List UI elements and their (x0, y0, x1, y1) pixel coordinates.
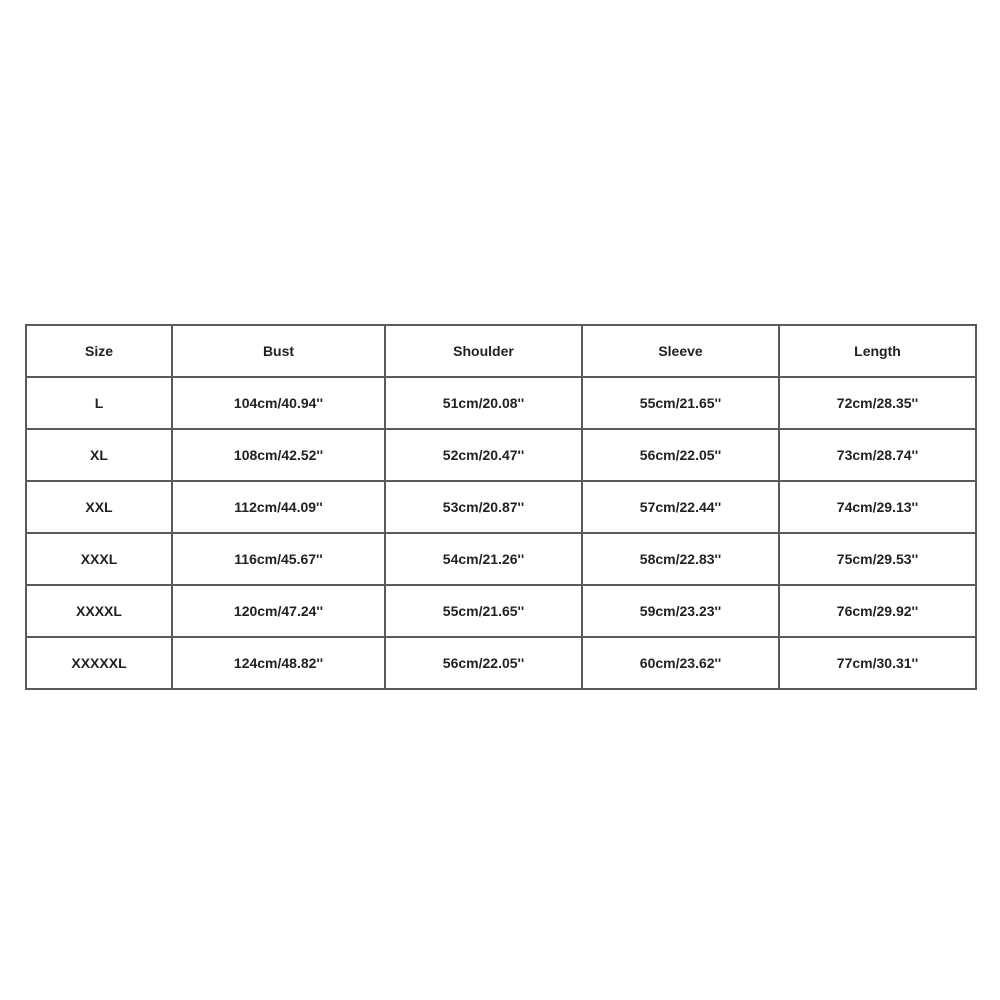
bust-cell: 108cm/42.52'' (172, 429, 385, 481)
size-cell: L (26, 377, 172, 429)
size-cell: XL (26, 429, 172, 481)
table-row (26, 533, 976, 585)
shoulder-cell: 53cm/20.87'' (385, 481, 582, 533)
table-row (26, 637, 976, 689)
sleeve-cell: 55cm/21.65'' (582, 377, 779, 429)
length-cell: 75cm/29.53'' (779, 533, 976, 585)
header-shoulder: Shoulder (385, 325, 582, 377)
size-cell: XXXXL (26, 585, 172, 637)
sleeve-cell: 58cm/22.83'' (582, 533, 779, 585)
header-sleeve: Sleeve (582, 325, 779, 377)
length-cell: 74cm/29.13'' (779, 481, 976, 533)
size-chart-container (25, 324, 975, 676)
header-size: Size (26, 325, 172, 377)
shoulder-cell: 51cm/20.08'' (385, 377, 582, 429)
shoulder-cell: 54cm/21.26'' (385, 533, 582, 585)
header-row (26, 325, 976, 377)
shoulder-cell: 55cm/21.65'' (385, 585, 582, 637)
sleeve-cell: 57cm/22.44'' (582, 481, 779, 533)
size-cell: XXXXXL (26, 637, 172, 689)
sleeve-cell: 59cm/23.23'' (582, 585, 779, 637)
bust-cell: 116cm/45.67'' (172, 533, 385, 585)
sleeve-cell: 60cm/23.62'' (582, 637, 779, 689)
size-cell: XXXL (26, 533, 172, 585)
size-chart-table (25, 324, 977, 690)
length-cell: 76cm/29.92'' (779, 585, 976, 637)
bust-cell: 104cm/40.94'' (172, 377, 385, 429)
table-row (26, 585, 976, 637)
header-length: Length (779, 325, 976, 377)
sleeve-cell: 56cm/22.05'' (582, 429, 779, 481)
bust-cell: 112cm/44.09'' (172, 481, 385, 533)
length-cell: 72cm/28.35'' (779, 377, 976, 429)
table-row (26, 429, 976, 481)
length-cell: 73cm/28.74'' (779, 429, 976, 481)
header-bust: Bust (172, 325, 385, 377)
table-row (26, 377, 976, 429)
bust-cell: 120cm/47.24'' (172, 585, 385, 637)
size-cell: XXL (26, 481, 172, 533)
shoulder-cell: 52cm/20.47'' (385, 429, 582, 481)
shoulder-cell: 56cm/22.05'' (385, 637, 582, 689)
table-row (26, 481, 976, 533)
bust-cell: 124cm/48.82'' (172, 637, 385, 689)
length-cell: 77cm/30.31'' (779, 637, 976, 689)
